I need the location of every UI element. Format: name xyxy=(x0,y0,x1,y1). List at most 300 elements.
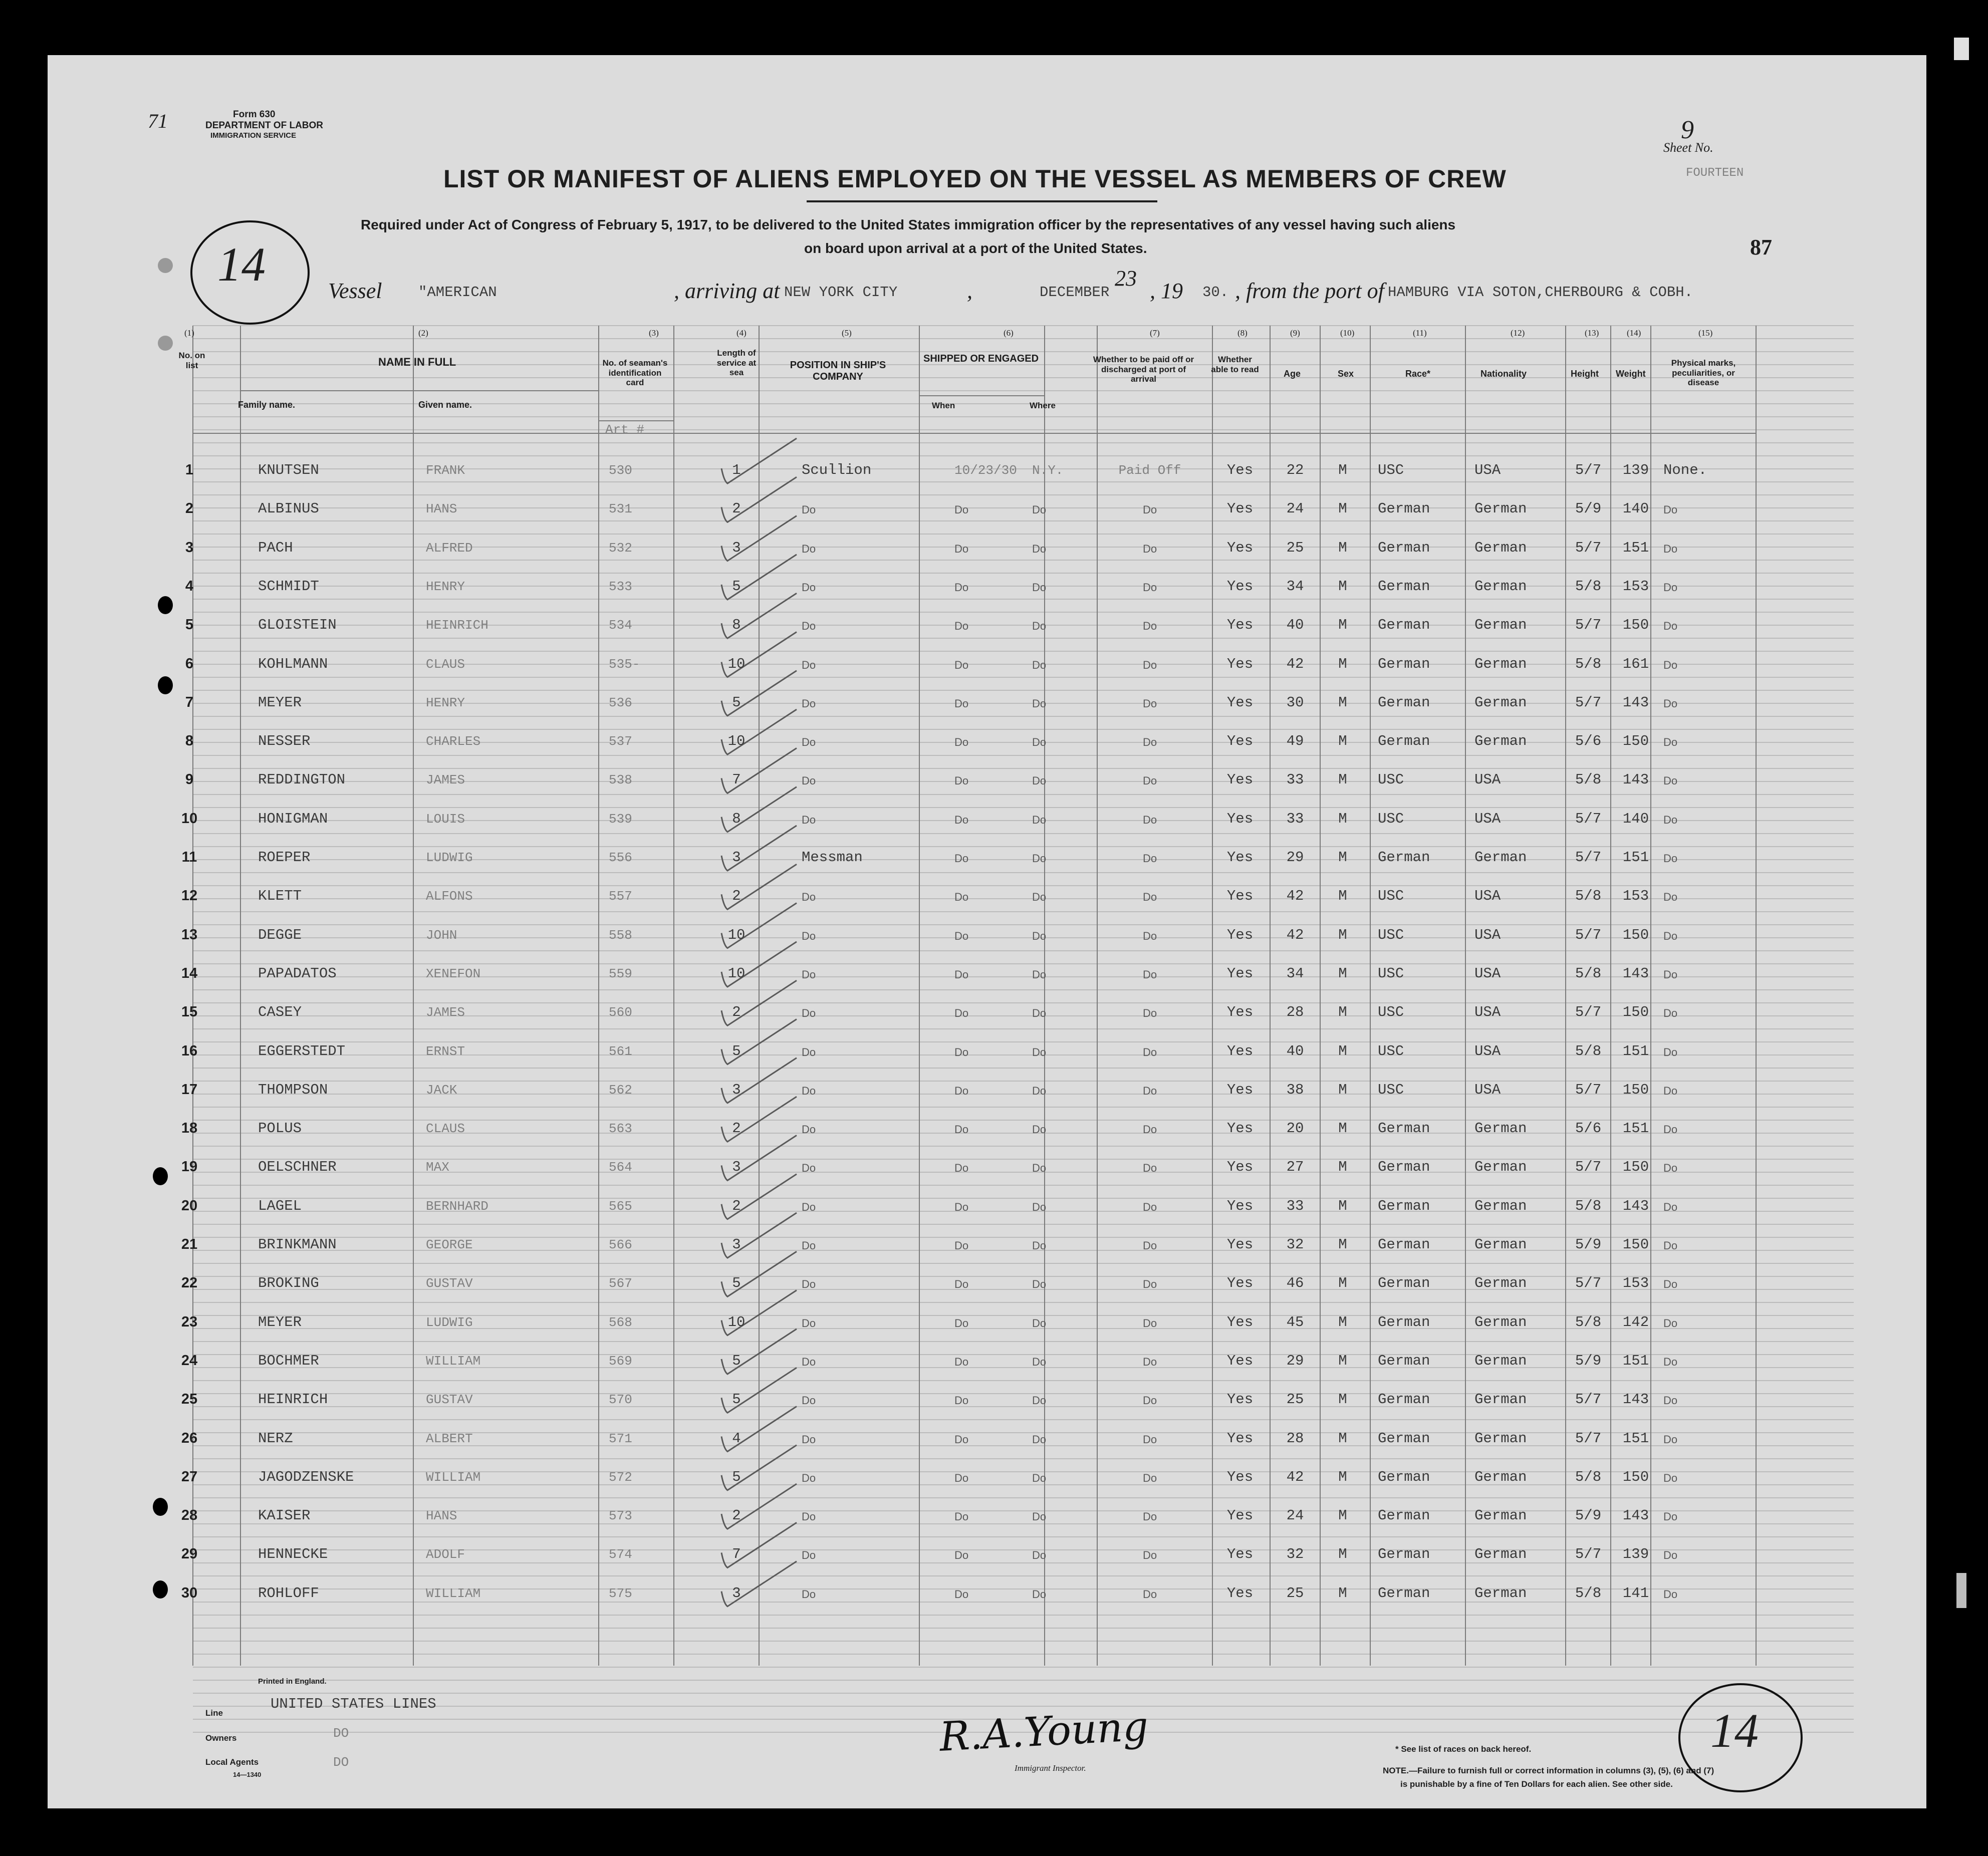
family-name: POLUS xyxy=(258,1120,302,1137)
paid-off: Do xyxy=(1142,1123,1157,1136)
race: German xyxy=(1378,1197,1430,1214)
weight: 151 xyxy=(1622,1352,1649,1369)
able-to-read: Yes xyxy=(1226,1391,1254,1408)
weight: 140 xyxy=(1622,810,1649,827)
paid-off: Do xyxy=(1142,929,1157,942)
physical-marks: Do xyxy=(1663,697,1678,710)
circled-number-bottom-text: 14 xyxy=(1710,1704,1759,1757)
header-shipped-engaged: SHIPPED OR ENGAGED xyxy=(923,353,1039,364)
row-number: 5 xyxy=(185,617,194,633)
family-name: KLETT xyxy=(258,888,302,905)
paid-off: Do xyxy=(1142,1587,1157,1601)
header-no-on-list: No. on list xyxy=(178,351,205,370)
paid-off: Do xyxy=(1142,1316,1157,1330)
age: 46 xyxy=(1286,1275,1304,1292)
physical-marks: Do xyxy=(1663,968,1678,981)
age: 42 xyxy=(1286,1468,1304,1485)
able-to-read: Yes xyxy=(1226,1546,1254,1563)
weight: 143 xyxy=(1622,965,1649,982)
position: Do xyxy=(802,1316,816,1330)
shipped-when: Do xyxy=(954,658,969,671)
seaman-card-number: 564 xyxy=(609,1160,632,1175)
given-name: ERNST xyxy=(426,1043,465,1059)
sex: M xyxy=(1338,617,1347,634)
paid-off: Do xyxy=(1142,774,1157,787)
physical-marks: Do xyxy=(1663,620,1678,633)
vessel-name: "AMERICAN xyxy=(418,284,497,301)
weight: 151 xyxy=(1622,849,1649,866)
seaman-card-number: 534 xyxy=(609,618,632,633)
seaman-card-number: 558 xyxy=(609,927,632,943)
binder-ring xyxy=(158,336,173,351)
shipped-where: Do xyxy=(1032,1123,1047,1136)
physical-marks: Do xyxy=(1663,929,1678,942)
age: 34 xyxy=(1286,965,1304,982)
able-to-read: Yes xyxy=(1226,1042,1254,1059)
able-to-read: Yes xyxy=(1226,462,1254,478)
age: 28 xyxy=(1286,1430,1304,1447)
shipped-where: Do xyxy=(1032,503,1047,516)
shipped-where: Do xyxy=(1032,1433,1047,1446)
age: 27 xyxy=(1286,1159,1304,1176)
shipped-when: Do xyxy=(954,697,969,710)
race: USC xyxy=(1378,965,1404,982)
arrival-day: 23 xyxy=(1115,266,1137,291)
able-to-read: Yes xyxy=(1226,1275,1254,1292)
physical-marks: Do xyxy=(1663,1200,1678,1213)
given-name: HANS xyxy=(426,501,457,517)
height: 5/9 xyxy=(1575,500,1602,517)
physical-marks: Do xyxy=(1663,1084,1678,1097)
header-race: Race* xyxy=(1405,369,1431,379)
sex: M xyxy=(1338,1507,1347,1524)
shipped-where: Do xyxy=(1032,1007,1047,1020)
paid-off: Do xyxy=(1142,1549,1157,1562)
length-of-service: 5 xyxy=(732,578,741,595)
length-of-service: 10 xyxy=(727,965,746,982)
family-name: THOMPSON xyxy=(258,1081,328,1098)
header-weight: Weight xyxy=(1616,369,1646,379)
height: 5/8 xyxy=(1575,888,1602,905)
age: 24 xyxy=(1286,500,1304,517)
seaman-card-number: 565 xyxy=(609,1198,632,1214)
age: 32 xyxy=(1286,1546,1304,1563)
shipped-where: Do xyxy=(1032,1471,1047,1484)
paid-off: Do xyxy=(1142,1084,1157,1097)
height: 5/8 xyxy=(1575,965,1602,982)
row-number: 6 xyxy=(185,655,194,672)
header-length-service: Length of service at sea xyxy=(716,348,757,378)
given-name: JAMES xyxy=(426,1005,465,1020)
arrival-month: DECEMBER xyxy=(1040,284,1110,301)
shipped-when: 10/23/30 xyxy=(954,463,1017,478)
shipped-where: Do xyxy=(1032,891,1047,904)
seaman-card-number: 568 xyxy=(609,1314,632,1330)
paid-off: Do xyxy=(1142,542,1157,555)
race: German xyxy=(1378,1159,1430,1176)
given-name: LOUIS xyxy=(426,811,465,827)
paid-off: Do xyxy=(1142,620,1157,633)
given-name: ADOLF xyxy=(426,1547,465,1562)
family-name: JAGODZENSKE xyxy=(258,1468,354,1485)
race: German xyxy=(1378,539,1430,556)
family-name: NESSER xyxy=(258,733,311,750)
art-label: Art # xyxy=(605,422,645,437)
weight: 151 xyxy=(1622,1042,1649,1059)
given-name: LUDWIG xyxy=(426,850,473,865)
shipped-where: Do xyxy=(1032,1084,1047,1097)
column-number: (3) xyxy=(649,328,659,338)
paid-off: Do xyxy=(1142,1162,1157,1175)
able-to-read: Yes xyxy=(1226,1004,1254,1021)
shipped-when: Do xyxy=(954,736,969,749)
family-name: KAISER xyxy=(258,1507,311,1524)
nationality: German xyxy=(1474,539,1527,556)
height: 5/8 xyxy=(1575,1468,1602,1485)
nationality: German xyxy=(1474,1197,1527,1214)
age: 32 xyxy=(1286,1236,1304,1253)
height: 5/9 xyxy=(1575,1236,1602,1253)
physical-marks: Do xyxy=(1663,1123,1678,1136)
race: German xyxy=(1378,1313,1430,1331)
length-of-service: 2 xyxy=(732,1507,741,1524)
race: USC xyxy=(1378,810,1404,827)
paid-off: Do xyxy=(1142,1045,1157,1058)
shipped-where: Do xyxy=(1032,658,1047,671)
paid-off: Do xyxy=(1142,1239,1157,1252)
family-name: REDDINGTON xyxy=(258,771,346,788)
age: 34 xyxy=(1286,578,1304,595)
able-to-read: Yes xyxy=(1226,1197,1254,1214)
sex: M xyxy=(1338,771,1347,788)
physical-marks: Do xyxy=(1663,1510,1678,1523)
seaman-card-number: 573 xyxy=(609,1508,632,1524)
seaman-card-number: 569 xyxy=(609,1353,632,1369)
shipped-when: Do xyxy=(954,1007,969,1020)
from-port: HAMBURG VIA SOTON,CHERBOURG & COBH. xyxy=(1388,284,1693,301)
owners-label: Owners xyxy=(205,1733,237,1743)
shipped-when: Do xyxy=(954,774,969,787)
able-to-read: Yes xyxy=(1226,926,1254,943)
family-name: BOCHMER xyxy=(258,1352,319,1369)
length-of-service: 3 xyxy=(732,1236,741,1253)
height: 5/7 xyxy=(1575,694,1602,711)
seaman-card-number: 574 xyxy=(609,1547,632,1562)
race: German xyxy=(1378,500,1430,517)
physical-marks: None. xyxy=(1663,462,1707,478)
race: USC xyxy=(1378,462,1404,478)
sex: M xyxy=(1338,1468,1347,1485)
given-name: HENRY xyxy=(426,579,465,594)
age: 25 xyxy=(1286,1391,1304,1408)
see-list-note: * See list of races on back hereof. xyxy=(1395,1744,1532,1754)
row-number: 29 xyxy=(181,1546,198,1562)
paid-off: Do xyxy=(1142,697,1157,710)
length-of-service: 2 xyxy=(732,1120,741,1137)
agents-value: DO xyxy=(333,1755,349,1770)
weight: 150 xyxy=(1622,733,1649,750)
height: 5/8 xyxy=(1575,1313,1602,1331)
paid-off: Do xyxy=(1142,1433,1157,1446)
family-name: ALBINUS xyxy=(258,500,319,517)
header-age: Age xyxy=(1284,369,1301,379)
family-name: CASEY xyxy=(258,1004,302,1021)
physical-marks: Do xyxy=(1663,503,1678,516)
nationality: USA xyxy=(1474,888,1501,905)
nationality: German xyxy=(1474,1391,1527,1408)
position: Scullion xyxy=(802,462,872,478)
age: 42 xyxy=(1286,926,1304,943)
race: German xyxy=(1378,1430,1430,1447)
weight: 150 xyxy=(1622,1004,1649,1021)
header-seaman-card: No. of seaman's identification card xyxy=(602,358,668,388)
nationality: USA xyxy=(1474,926,1501,943)
position: Do xyxy=(802,1239,816,1252)
able-to-read: Yes xyxy=(1226,733,1254,750)
sex: M xyxy=(1338,462,1347,478)
position: Do xyxy=(802,581,816,594)
row-number: 22 xyxy=(181,1275,198,1291)
seaman-card-number: 566 xyxy=(609,1237,632,1252)
shipped-when: Do xyxy=(954,542,969,555)
paid-off: Do xyxy=(1142,852,1157,865)
row-number: 1 xyxy=(185,462,194,478)
header-name-in-full: NAME IN FULL xyxy=(378,356,456,368)
age: 42 xyxy=(1286,655,1304,672)
circled-number-bottom xyxy=(1678,1683,1803,1792)
shipped-where: Do xyxy=(1032,1045,1047,1058)
shipped-when: Do xyxy=(954,1045,969,1058)
race: German xyxy=(1378,1507,1430,1524)
shipped-when: Do xyxy=(954,1355,969,1368)
position: Do xyxy=(802,1200,816,1213)
sex: M xyxy=(1338,1275,1347,1292)
height: 5/8 xyxy=(1575,578,1602,595)
inspector-label: Immigrant Inspector. xyxy=(1015,1763,1086,1773)
length-of-service: 5 xyxy=(732,1042,741,1059)
sex: M xyxy=(1338,1584,1347,1602)
position: Do xyxy=(802,1045,816,1058)
nationality: German xyxy=(1474,1352,1527,1369)
nationality: USA xyxy=(1474,1004,1501,1021)
row-number: 9 xyxy=(185,771,194,788)
sex: M xyxy=(1338,655,1347,672)
physical-marks: Do xyxy=(1663,1045,1678,1058)
given-name: GEORGE xyxy=(426,1237,473,1252)
page-number: 87 xyxy=(1750,235,1772,259)
race: USC xyxy=(1378,1081,1404,1098)
age: 30 xyxy=(1286,694,1304,711)
header-position: POSITION IN SHIP'S COMPANY xyxy=(790,360,886,382)
agents-label: Local Agents xyxy=(205,1757,259,1767)
form-code: 14—1340 xyxy=(233,1771,262,1778)
length-of-service: 2 xyxy=(732,1197,741,1214)
able-to-read: Yes xyxy=(1226,578,1254,595)
seaman-card-number: 556 xyxy=(609,850,632,865)
length-of-service: 1 xyxy=(732,462,741,478)
age: 28 xyxy=(1286,1004,1304,1021)
age: 20 xyxy=(1286,1120,1304,1137)
given-name: FRANK xyxy=(426,463,465,478)
seaman-card-number: 557 xyxy=(609,889,632,904)
sex: M xyxy=(1338,1004,1347,1021)
form-title: LIST OR MANIFEST OF ALIENS EMPLOYED ON THE VESSEL AS MEMBERS OF CREW xyxy=(443,165,1507,193)
shipped-when: Do xyxy=(954,1587,969,1601)
height: 5/9 xyxy=(1575,1352,1602,1369)
row-number: 8 xyxy=(185,733,194,749)
race: German xyxy=(1378,1546,1430,1563)
physical-marks: Do xyxy=(1663,1587,1678,1601)
race: German xyxy=(1378,655,1430,672)
paid-off: Do xyxy=(1142,658,1157,671)
shipped-where: N.Y. xyxy=(1032,463,1064,478)
weight: 150 xyxy=(1622,1159,1649,1176)
year-suffix: 30. xyxy=(1202,284,1229,301)
row-number: 3 xyxy=(185,539,194,556)
column-number: (15) xyxy=(1698,328,1713,338)
physical-marks: Do xyxy=(1663,813,1678,826)
physical-marks: Do xyxy=(1663,1355,1678,1368)
paid-off: Do xyxy=(1142,1471,1157,1484)
position: Do xyxy=(802,968,816,981)
length-of-service: 2 xyxy=(732,1004,741,1021)
height: 5/7 xyxy=(1575,1004,1602,1021)
position: Do xyxy=(802,1587,816,1601)
height: 5/8 xyxy=(1575,655,1602,672)
given-name: CHARLES xyxy=(426,734,481,749)
position: Do xyxy=(802,929,816,942)
position: Do xyxy=(802,1007,816,1020)
weight: 150 xyxy=(1622,617,1649,634)
shipped-where: Do xyxy=(1032,1510,1047,1523)
row-number: 17 xyxy=(181,1081,198,1098)
shipped-when: Do xyxy=(954,968,969,981)
age: 33 xyxy=(1286,771,1304,788)
position: Do xyxy=(802,1084,816,1097)
given-name: LUDWIG xyxy=(426,1314,473,1330)
row-number: 18 xyxy=(181,1120,198,1137)
sex: M xyxy=(1338,500,1347,517)
seaman-card-number: 562 xyxy=(609,1082,632,1098)
weight: 151 xyxy=(1622,539,1649,556)
able-to-read: Yes xyxy=(1226,1468,1254,1485)
column-number: (4) xyxy=(736,328,747,338)
position: Do xyxy=(802,620,816,633)
punch-hole xyxy=(153,1167,168,1185)
nationality: USA xyxy=(1474,1042,1501,1059)
row-number: 12 xyxy=(181,888,198,904)
race: USC xyxy=(1378,1004,1404,1021)
length-of-service: 3 xyxy=(732,539,741,556)
weight: 150 xyxy=(1622,1081,1649,1098)
family-name: MEYER xyxy=(258,694,302,711)
weight: 139 xyxy=(1622,1546,1649,1563)
length-of-service: 7 xyxy=(732,1546,741,1563)
able-to-read: Yes xyxy=(1226,888,1254,905)
able-to-read: Yes xyxy=(1226,539,1254,556)
column-number: (12) xyxy=(1511,328,1525,338)
nationality: German xyxy=(1474,617,1527,634)
weight: 151 xyxy=(1622,1120,1649,1137)
from-port-label: , from the port of xyxy=(1235,279,1384,303)
height: 5/7 xyxy=(1575,1391,1602,1408)
weight: 150 xyxy=(1622,1236,1649,1253)
weight: 153 xyxy=(1622,888,1649,905)
family-name: LAGEL xyxy=(258,1197,302,1214)
race: USC xyxy=(1378,926,1404,943)
seaman-card-number: 559 xyxy=(609,966,632,981)
age: 33 xyxy=(1286,810,1304,827)
race: German xyxy=(1378,1120,1430,1137)
position: Messman xyxy=(802,849,863,866)
weight: 151 xyxy=(1622,1430,1649,1447)
weight: 141 xyxy=(1622,1584,1649,1602)
physical-marks: Do xyxy=(1663,1007,1678,1020)
row-number: 15 xyxy=(181,1004,198,1020)
seaman-card-number: 531 xyxy=(609,501,632,517)
header-paid-off: Whether to be paid off or discharged at port of arrival xyxy=(1093,355,1194,384)
family-name: ROHLOFF xyxy=(258,1584,319,1602)
length-of-service: 10 xyxy=(727,1313,746,1331)
physical-marks: Do xyxy=(1663,1162,1678,1175)
shipped-when: Do xyxy=(954,1316,969,1330)
sex: M xyxy=(1338,578,1347,595)
shipped-where: Do xyxy=(1032,968,1047,981)
able-to-read: Yes xyxy=(1226,1313,1254,1331)
given-name: GUSTAV xyxy=(426,1276,473,1291)
height: 5/7 xyxy=(1575,1546,1602,1563)
age: 25 xyxy=(1286,1584,1304,1602)
paid-off: Do xyxy=(1142,1200,1157,1213)
vessel-label: Vessel xyxy=(328,279,382,303)
shipped-when: Do xyxy=(954,1471,969,1484)
shipped-when: Do xyxy=(954,813,969,826)
physical-marks: Do xyxy=(1663,891,1678,904)
header-able-read: Whether able to read xyxy=(1211,355,1259,374)
race: German xyxy=(1378,1275,1430,1292)
length-of-service: 5 xyxy=(732,1275,741,1292)
row-number: 27 xyxy=(181,1468,198,1485)
nationality: German xyxy=(1474,694,1527,711)
nationality: USA xyxy=(1474,462,1501,478)
length-of-service: 10 xyxy=(727,926,746,943)
paid-off: Do xyxy=(1142,968,1157,981)
row-number: 19 xyxy=(181,1159,198,1175)
position: Do xyxy=(802,1278,816,1291)
sex: M xyxy=(1338,1352,1347,1369)
height: 5/7 xyxy=(1575,810,1602,827)
physical-marks: Do xyxy=(1663,658,1678,671)
row-number: 2 xyxy=(185,500,194,517)
age: 25 xyxy=(1286,539,1304,556)
length-of-service: 3 xyxy=(732,1584,741,1602)
header-physical-marks: Physical marks, peculiarities, or disease xyxy=(1671,358,1736,388)
age: 22 xyxy=(1286,462,1304,478)
weight: 150 xyxy=(1622,1468,1649,1485)
column-number: (14) xyxy=(1627,328,1641,338)
header-family-name: Family name. xyxy=(238,400,296,410)
seaman-card-number: 561 xyxy=(609,1043,632,1059)
seaman-card-number: 560 xyxy=(609,1005,632,1020)
length-of-service: 10 xyxy=(727,733,746,750)
sex: M xyxy=(1338,1391,1347,1408)
arriving-comma: , xyxy=(967,279,972,303)
header-sex: Sex xyxy=(1338,369,1354,379)
weight: 143 xyxy=(1622,1197,1649,1214)
race: German xyxy=(1378,1584,1430,1602)
given-name: JACK xyxy=(426,1082,457,1098)
edge-mark xyxy=(1956,1573,1966,1608)
